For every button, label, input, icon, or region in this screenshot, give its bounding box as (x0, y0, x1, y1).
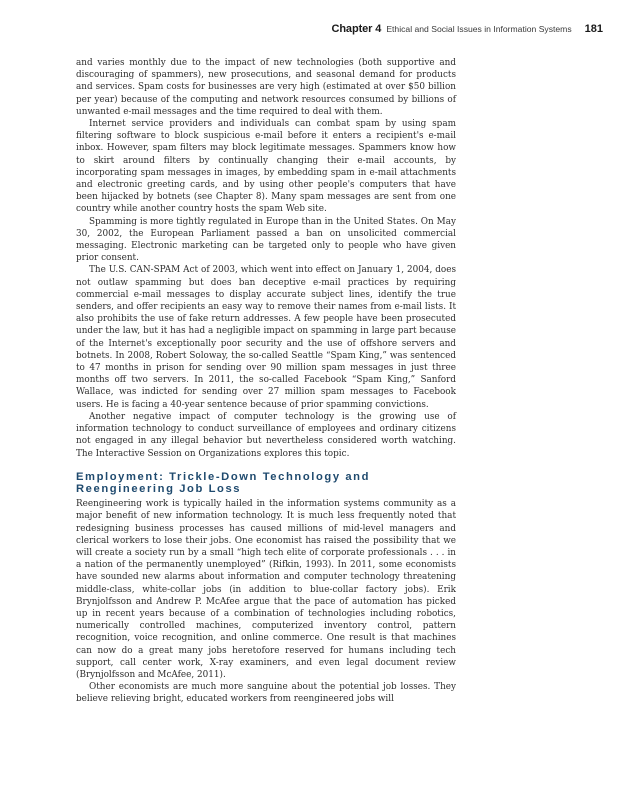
section-heading (76, 471, 456, 495)
section-heading-line: Employment: Trickle-Down Technology and (76, 470, 371, 483)
paragraph: and varies monthly due to the impact of new technologies (both supportive and discouraging of spammers), new prosecutions, and seasonal demand for products and services. Spam costs for businesses are very high (estimated at over $50 billion per year) because of the computing and network resources consumed by billions of unwanted e-mail messages and the time required to deal with them. (76, 58, 456, 117)
paragraph: Other economists are much more sanguine about the potential job losses. They believe relieving bright, educated workers from reengineered jobs will (76, 682, 456, 705)
page-number: 181 (584, 23, 603, 35)
paragraph: Spamming is more tightly regulated in Europe than in the United States. On May 30, 2002, the European Parliament passed a ban on unsolicited commercial messaging. Electronic marketing can be targeted only to people who have given prior consent. (76, 216, 456, 264)
paragraph: Reengineering work is typically hailed in the information systems community as a major benefit of new information technology. It is much less frequently noted that redesigning business processes has caused millions of mid-level managers and clerical workers to lose their jobs. One economist has raised the possibility that we will create a society run by a small “high tech elite of corporate professionals . . . in a nation of the permanently unemployed” (Rifkin, 1993). In 2011, some economists have sounded new alarms about information and computer technology threatening middle-class, white-collar jobs (in addition to blue-collar factory jobs). Erik Brynjolfsson and Andrew P. McAfee argue that the pace of automation has picked up in recent years because of a combination of technologies including robotics, numerically controlled machines, computerized inventory control, pattern recognition, voice recognition, and online commerce. One result is that machines can now do a great many jobs heretofore reserved for humans including tech support, call center work, X-ray examiners, and even legal document review (Brynjolfsson and McAfee, 2011). (76, 499, 456, 680)
body-text (76, 57, 456, 706)
section-heading-line: Reengineering Job Loss (76, 482, 242, 495)
paragraph: Internet service providers and individuals can combat spam by using spam filtering software to block suspicious e-mail before it enters a recipient's e-mail inbox. However, spam filters may block legitimate messages. Spammers know how to skirt around filters by continually changing their e-mail accounts, by incorporating spam messages in images, by embedding spam in e-mail attachments and electronic greeting cards, and by using other people's computers that have been hijacked by botnets (see Chapter 8). Many spam messages are sent from one country while another country hosts the spam Web site. (76, 119, 456, 215)
paragraph: The U.S. CAN-SPAM Act of 2003, which went into effect on January 1, 2004, does not outlaw spamming but does ban deceptive e-mail practices by requiring commercial e-mail messages to display accurate subject lines, identify the true senders, and offer recipients an easy way to remove their names from e-mail lists. It also prohibits the use of fake return addresses. A few people have been prosecuted under the law, but it has had a negligible impact on spamming in large part because of the Internet's exceptionally poor security and the use of offshore servers and botnets. In 2008, Robert Soloway, the so-called Seattle “Spam King,” was sentenced to 47 months in prison for sending over 90 million spam messages in just three months off two servers. In 2011, the so-called Facebook “Spam King,” Sanford Wallace, was indicted for sending over 27 million spam messages to Facebook users. He is facing a 40-year sentence because of prior spamming convictions. (76, 265, 456, 410)
paragraph: Another negative impact of computer technology is the growing use of information technology to conduct surveillance of employees and ordinary citizens not engaged in any illegal behavior but nevertheless considered worth watching. The Interactive Session on Organizations explores this topic. (76, 411, 456, 459)
chapter-label: Chapter 4 (331, 23, 382, 35)
chapter-title: Ethical and Social Issues in Information Systems (386, 24, 572, 34)
running-header (331, 23, 603, 35)
